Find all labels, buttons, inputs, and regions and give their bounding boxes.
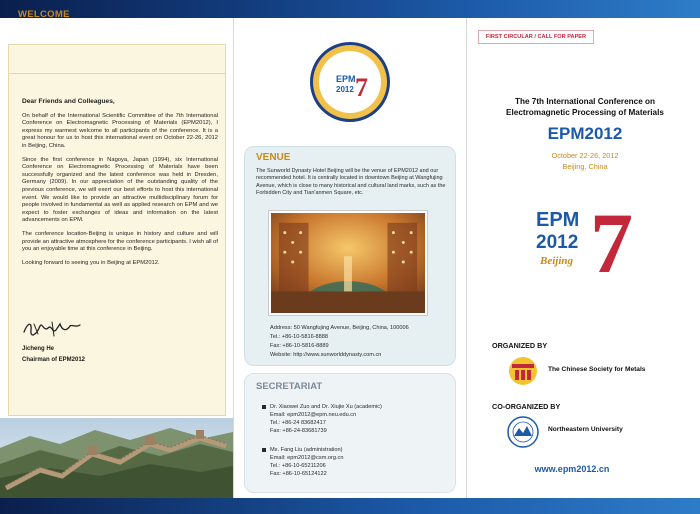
conference-website-link[interactable]: www.epm2012.cn bbox=[534, 464, 610, 474]
bullet-icon bbox=[262, 448, 266, 452]
bottom-band bbox=[0, 498, 700, 514]
signer-role: Chairman of EPM2012 bbox=[22, 357, 86, 363]
conference-title-line: Electromagnetic Processing of Materials bbox=[506, 108, 664, 117]
chinese-society-for-metals-logo bbox=[506, 356, 540, 386]
letter-paragraph: On behalf of the International Scientific Committee of the 7th International Conference on Electromagnetic Processing of Materials (EPM2012), I express my warmest welcome to all participants of the conference. It is a great honour for us to host this international event on October 22-26, 2012 in Beijing, China. bbox=[22, 112, 218, 149]
seal-year-text: 2012 bbox=[336, 85, 354, 94]
epm2012-logo bbox=[534, 192, 640, 278]
contact-email: Email: epm2012@csm.org.cn bbox=[270, 455, 344, 461]
letter-paragraph: Looking forward to seeing you in Beijing at EPM2012. bbox=[22, 259, 160, 266]
organizer-name: The Chinese Society for Metals bbox=[548, 366, 646, 373]
handwritten-signature bbox=[22, 318, 82, 340]
contact-email: Email: epm2012@epm.neu.edu.cn bbox=[270, 412, 357, 418]
seal-numeral: 7 bbox=[355, 73, 368, 102]
logo-year-text: 2012 bbox=[536, 232, 579, 253]
organizer-row bbox=[506, 356, 696, 386]
contact-name: Ms. Fang Liu (administration) bbox=[270, 447, 343, 453]
salutation: Dear Friends and Colleagues, bbox=[22, 98, 115, 105]
venue-fax: Fax: +86-10-5816-8889 bbox=[270, 343, 329, 349]
epm2012-seal-logo bbox=[308, 40, 392, 124]
conference-place: Beijing, China bbox=[562, 162, 608, 171]
secretariat-title: SECRETARIAT bbox=[256, 381, 323, 392]
letter-paragraph: Since the first conference in Nagoya, Japan (1994), six International Conference on Electromagnetic Processing of Materials have been successfully organized and the latest conference was held in Dresden, Germany (2009). In our appreciation of the outstanding quality of the previous conference, we will exert our best efforts to host this international event. We would like to provide an attractive multidisciplinary forum for people involved in fundamental as well as applied research on EPM and we expect to foster exchanges of ideas and information on the latest advancements on EPM. bbox=[22, 156, 218, 224]
contact-tel: Tel.: +86-24 83682417 bbox=[270, 420, 326, 426]
contact-name: Dr. Xiaowei Zuo and Dr. Xiujie Xu (academic) bbox=[270, 404, 382, 410]
secretariat-contact bbox=[262, 403, 448, 435]
signer-name: Jicheng He bbox=[22, 346, 55, 352]
co-organizer-row bbox=[506, 416, 696, 446]
conference-date: October 22-26, 2012 bbox=[551, 151, 619, 160]
venue-description: The Sunworld Dynasty Hotel Beijing will be the venue of EPM2012 and our recommended hotel. It is centrally located in downtown Beijing at Wangfujing Avenue, which is close to many historical and cultural land marks, such as the Forbidden City and Tian'anmen Square, etc. bbox=[256, 168, 446, 196]
hotel-lobby-photo bbox=[271, 213, 425, 313]
contact-fax: Fax: +86-10-65124122 bbox=[270, 471, 327, 477]
letter-paragraph: The conference location-Beijing is unique in history and culture and will provide an attractive atmosphere for the conference participants. I wish all of you an enjoyable time at this conference in Beijing. bbox=[22, 230, 218, 253]
conference-title bbox=[474, 96, 696, 118]
venue-contact bbox=[270, 324, 450, 360]
conference-title-line: The 7th International Conference on bbox=[514, 97, 656, 106]
fold-line-left bbox=[233, 18, 234, 498]
logo-numeral: 7 bbox=[590, 195, 633, 278]
top-band-right bbox=[466, 0, 700, 18]
contact-tel: Tel.: +86-10-65211206 bbox=[270, 463, 326, 469]
bullet-icon bbox=[262, 405, 266, 409]
seal-epm-text: EPM bbox=[336, 74, 356, 84]
logo-city-text: Beijing bbox=[540, 255, 574, 267]
secretariat-contact bbox=[262, 446, 448, 478]
great-wall-photo bbox=[0, 418, 233, 498]
welcome-title: WELCOME bbox=[18, 9, 70, 20]
welcome-letter bbox=[22, 98, 218, 273]
circular-tag: FIRST CIRCULAR / CALL FOR PAPER bbox=[478, 30, 594, 44]
logo-epm-text: EPM bbox=[536, 209, 580, 231]
organized-by-label: ORGANIZED BY bbox=[492, 341, 548, 350]
welcome-header bbox=[8, 44, 226, 74]
venue-title: VENUE bbox=[256, 152, 291, 163]
epm2012-wordmark: EPM2012 bbox=[547, 124, 623, 143]
contact-fax: Fax: +86-24-83681739 bbox=[270, 428, 327, 434]
co-organized-by-label: CO-ORGANIZED BY bbox=[492, 402, 561, 411]
venue-tel: Tel.: +86-10-5816-8888 bbox=[270, 334, 328, 340]
venue-address: Address: 50 Wangfujing Avenue, Beijing, China, 100006 bbox=[270, 325, 409, 331]
top-band-middle bbox=[233, 0, 466, 18]
fold-line-right bbox=[466, 18, 467, 498]
hotel-photo-frame bbox=[268, 210, 428, 316]
venue-website: Website: http://www.sunworlddynasty.com.cn bbox=[270, 352, 382, 358]
top-band bbox=[0, 0, 700, 18]
northeastern-university-emblem bbox=[506, 416, 540, 448]
co-organizer-name: Northeastern University bbox=[548, 426, 623, 433]
